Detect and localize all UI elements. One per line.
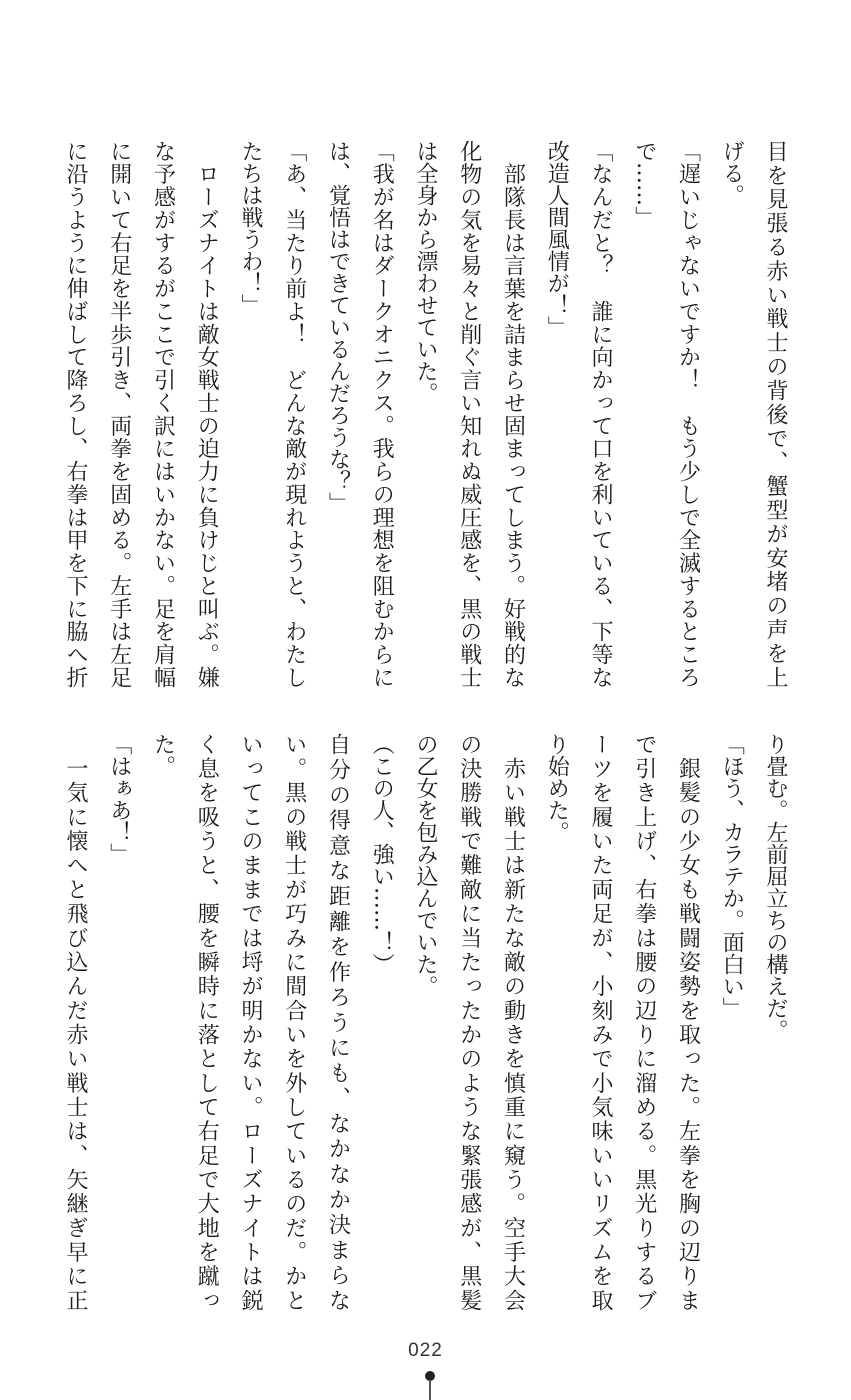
text-line: げる。: [719, 140, 745, 206]
text-line: 改造人間風情が！」: [544, 140, 570, 338]
text-line: の乙女を包み込んでいた。: [413, 733, 438, 997]
text-line: 銀髪の少女も戦闘姿勢を取った。左拳を胸の辺りま: [675, 733, 701, 1311]
text-line: 「なんだと？ 誰に向かって口を利いている、下等な: [588, 140, 613, 688]
text-line: に沿うように伸ばして降ろし、右拳は甲を下に脇へ折: [63, 140, 88, 688]
text-line: 「我が名はダークオニクス。我らの理想を阻むからに: [369, 140, 395, 688]
text-line: い。黒の戦士が巧みに間合いを外しているのだ。かと: [281, 733, 307, 1311]
text-line: り始めた。: [544, 733, 570, 843]
text-line: 「遅いじゃないですか！ もう少しで全滅するところ: [675, 140, 701, 688]
text-line: ローズナイトは敵女戦士の迫力に負けじと叫ぶ。嫌: [194, 140, 220, 688]
text-line: く息を吸うと、腰を瞬時に落として右足で大地を蹴っ: [194, 733, 220, 1311]
text-line: り畳む。左前屈立ちの構えだ。: [763, 733, 788, 1041]
text-block-upper: [53, 140, 797, 688]
page-marker-line: [429, 1380, 431, 1400]
text-line: （この人、強い……！）: [369, 733, 395, 975]
text-line: 「あ、当たり前よ！ どんな敵が現れようと、わたし: [281, 140, 307, 688]
text-line: 自分の得意な距離を作ろうにも、なかなか決まらな: [325, 733, 351, 1311]
text-line: で……」: [631, 140, 657, 228]
text-line: の決勝戦で難敵に当たったかのような緊張感が、黒髪: [456, 733, 482, 1311]
page-number: 022: [408, 1340, 443, 1361]
text-line: 目を見張る赤い戦士の背後で、蟹型が安堵の声を上: [763, 140, 788, 688]
text-line: いってこのままでは埒が明かない。ローズナイトは鋭: [238, 733, 263, 1311]
text-line: たちは戦うわ！」: [238, 140, 263, 316]
text-line: ーツを履いた両足が、小刻みで小気味いいリズムを取: [588, 733, 613, 1311]
text-line: は全身から漂わせていた。: [413, 140, 438, 404]
text-block-lower: [53, 733, 797, 1311]
text-line: た。: [150, 733, 176, 777]
text-line: 「はぁあ！」: [106, 733, 132, 865]
text-line: に開いて右足を半歩引き、両拳を固める。左手は左足: [106, 140, 132, 688]
text-line: 赤い戦士は新たな敵の動きを慎重に窺う。空手大会: [500, 733, 526, 1311]
text-line: な予感がするがここで引く訳にはいかない。足を肩幅: [150, 140, 176, 688]
text-line: 部隊長は言葉を詰まらせ固まってしまう。好戦的な: [500, 140, 526, 688]
text-line: 「ほう、カラテか。面白い」: [719, 733, 745, 1019]
text-line: は、覚悟はできているんだろうな？」: [325, 140, 351, 514]
text-line: 化物の気を易々と削ぐ言い知れぬ威圧感を、黒の戦士: [456, 140, 482, 688]
text-line: 一気に懐へと飛び込んだ赤い戦士は、矢継ぎ早に正: [63, 733, 88, 1311]
text-line: で引き上げ、右拳は腰の辺りに溜める。黒光りするブ: [631, 733, 657, 1311]
